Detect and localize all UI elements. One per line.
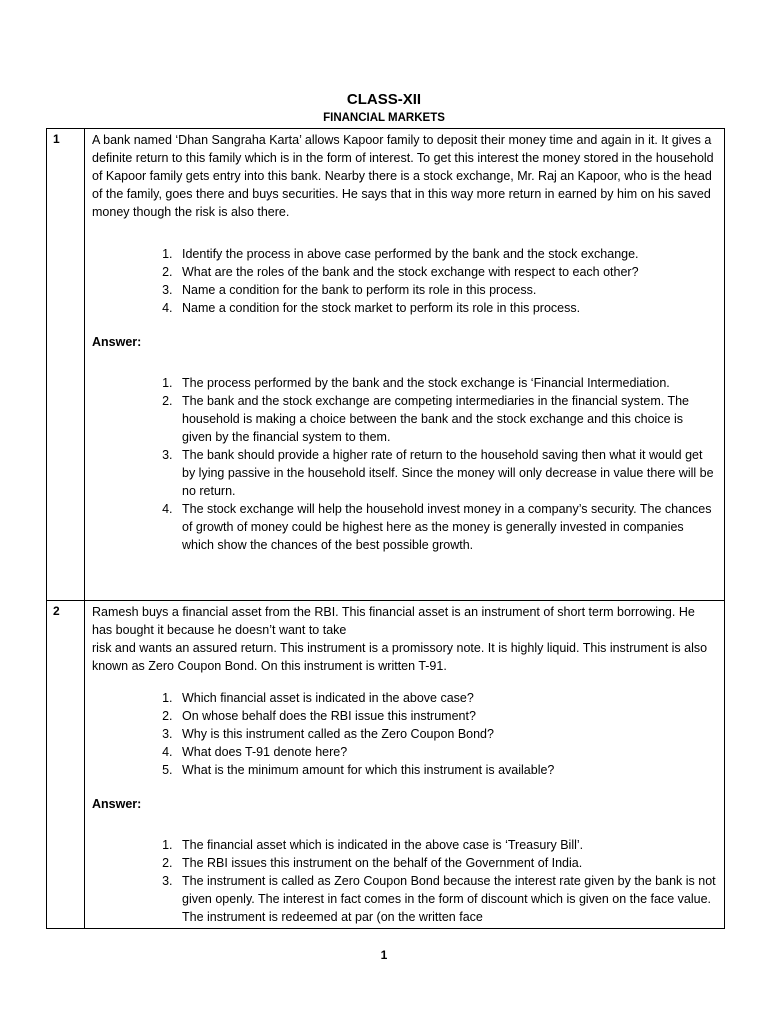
question-list bbox=[92, 245, 716, 317]
answer-label: Answer: bbox=[92, 335, 142, 349]
answer-item: 1. The financial asset which is indicated in the above case is ‘Treasury Bill’. bbox=[176, 836, 716, 854]
question-stem: A bank named ‘Dhan Sangraha Karta’ allows Kapoor family to deposit their money time and again in it. It gives a definite return to this family which is in the form of interest. To get this interest the money stored in the household of Kapoor family gets entry into this bank. Nearby there is a stock exchange, Mr. Raj an Kapoor, who is the head of the family, goes there and buys securities. He says that in this way more return in earned by him on his saved money though the risk is also there. bbox=[92, 133, 714, 219]
answer-item: 3. The bank should provide a higher rate of return to the household saving then what it would get by lying passive in the household itself. Since the money will only decrease in value there will be no return. bbox=[176, 446, 716, 500]
question-body bbox=[85, 601, 725, 929]
question-number: 2 bbox=[47, 601, 85, 929]
question-row-1 bbox=[47, 129, 725, 601]
question-item: 1. Identify the process in above case performed by the bank and the stock exchange. bbox=[176, 245, 716, 263]
question-number: 1 bbox=[47, 129, 85, 601]
answer-label: Answer: bbox=[92, 797, 142, 811]
question-item: 3. Name a condition for the bank to perform its role in this process. bbox=[176, 281, 716, 299]
answer-item: 2. The RBI issues this instrument on the behalf of the Government of India. bbox=[176, 854, 716, 872]
answer-item: 2. The bank and the stock exchange are competing intermediaries in the financial system. The household is making a choice between the bank and the stock exchange and this choice is given by the financial system to them. bbox=[176, 392, 716, 446]
answer-list bbox=[92, 374, 716, 554]
question-stem: risk and wants an assured return. This instrument is a promissory note. It is highly liquid. This instrument is also known as Zero Coupon Bond. On this instrument is written T-91. bbox=[92, 641, 708, 673]
answer-item: 4. The stock exchange will help the household invest money in a company’s security. The chances of growth of money could be highest here as the money is generally invested in companies which show the chances of the best possible growth. bbox=[176, 500, 716, 554]
question-stem: Ramesh buys a financial asset from the RBI. This financial asset is an instrument of short term borrowing. He has bought it because he doesn’t want to take bbox=[92, 605, 695, 637]
question-list bbox=[92, 689, 716, 779]
question-item: 1. Which financial asset is indicated in the above case? bbox=[176, 689, 716, 707]
page-title: CLASS-XII bbox=[346, 91, 422, 108]
question-item: 5. What is the minimum amount for which this instrument is available? bbox=[176, 761, 716, 779]
answer-item: 1. The process performed by the bank and the stock exchange is ‘Financial Intermediation. bbox=[176, 374, 716, 392]
question-item: 4. Name a condition for the stock market to perform its role in this process. bbox=[176, 299, 716, 317]
answer-list bbox=[92, 836, 716, 926]
page-subtitle: FINANCIAL MARKETS bbox=[323, 112, 445, 124]
answer-item: 3. The instrument is called as Zero Coupon Bond because the interest rate given by the bank is not given openly. The interest in fact comes in the form of discount which is given on the face value. The instrument is redeemed at par (on the written face bbox=[176, 872, 716, 926]
question-row-2 bbox=[47, 601, 725, 929]
question-item: 2. On whose behalf does the RBI issue this instrument? bbox=[176, 707, 716, 725]
questions-table bbox=[46, 128, 725, 929]
page-number: 1 bbox=[380, 948, 388, 962]
question-item: 4. What does T-91 denote here? bbox=[176, 743, 716, 761]
question-item: 2. What are the roles of the bank and the stock exchange with respect to each other? bbox=[176, 263, 716, 281]
question-body bbox=[85, 129, 725, 601]
question-item: 3. Why is this instrument called as the Zero Coupon Bond? bbox=[176, 725, 716, 743]
